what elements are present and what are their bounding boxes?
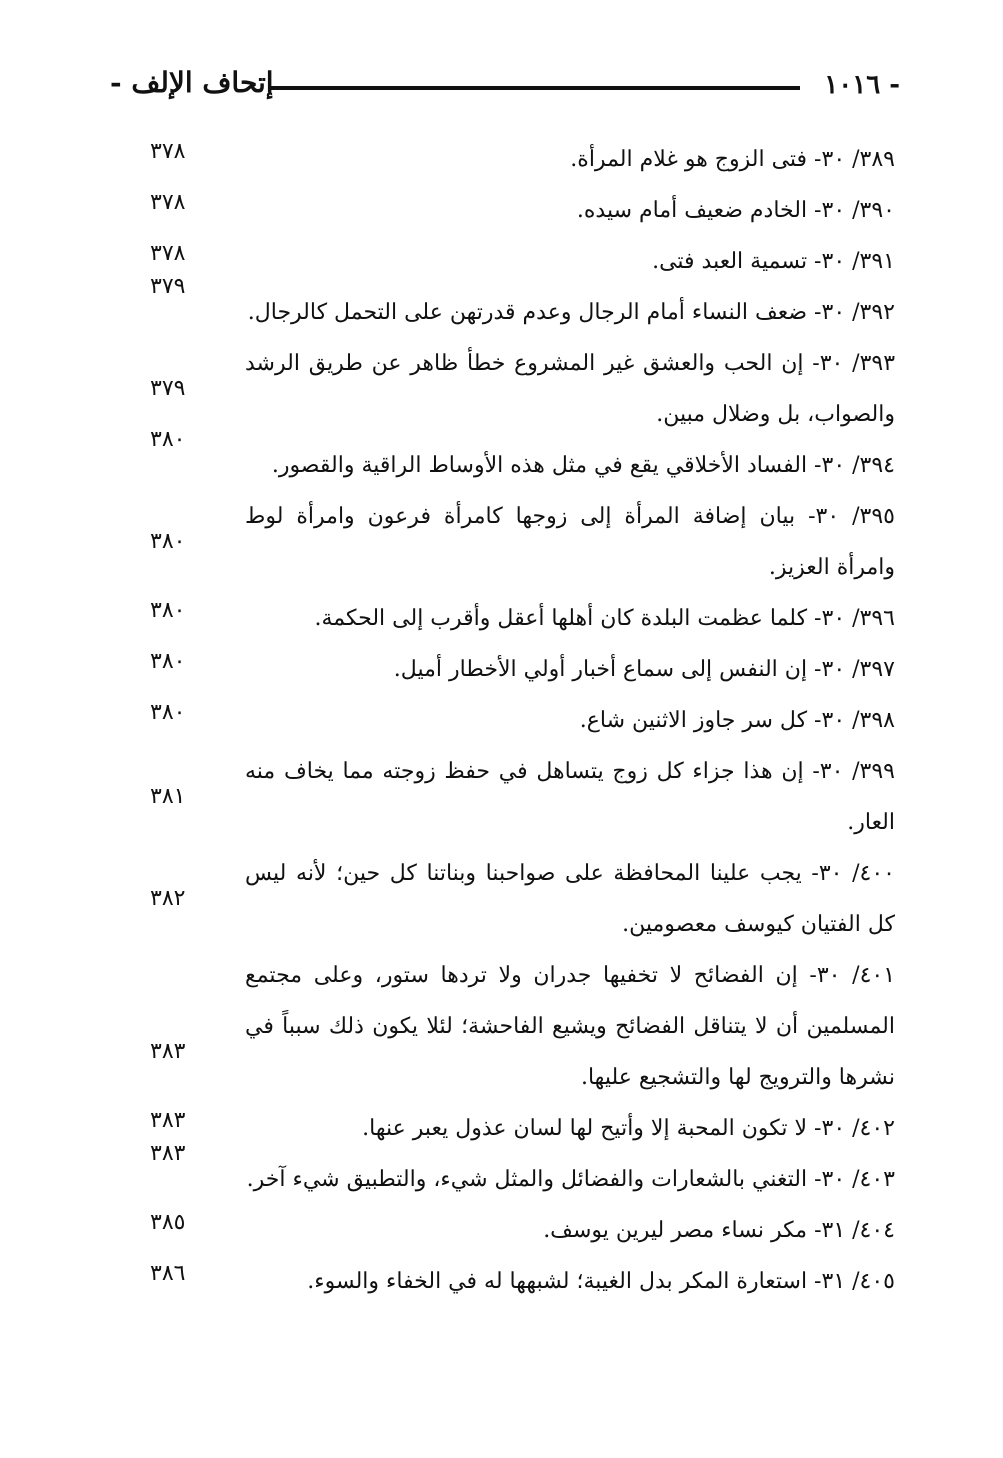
header-rule xyxy=(270,86,800,90)
entry-page-number: ٣٧٨ xyxy=(150,241,186,266)
index-entry xyxy=(150,950,895,1103)
entry-text: ٣٩٧/ ٣٠- إن النفس إلى سماع أخبار أولي الأخطار أميل. xyxy=(393,657,895,682)
entry-page-number: ٣٨٠ xyxy=(150,700,186,725)
index-entry xyxy=(150,185,895,236)
entry-page-number: ٣٨٣ xyxy=(150,1108,186,1133)
index-entry xyxy=(150,491,895,593)
page-number: - ١٠١٦ xyxy=(824,70,900,100)
entry-text: ٣٩١/ ٣٠- تسمية العبد فتى. xyxy=(652,249,895,274)
book-title: إتحاف الإلف - xyxy=(110,66,274,99)
index-entry xyxy=(150,274,895,338)
entry-page-number: ٣٧٨ xyxy=(150,139,186,164)
entry-text: ٣٩٥/ ٣٠- بيان إضافة المرأة إلى زوجها كامرأة فرعون وامرأة لوط وامرأة العزيز. xyxy=(245,504,895,580)
entry-text: ٤٠١/ ٣٠- إن الفضائح لا تخفيها جدران ولا تردها ستور، وعلى مجتمع المسلمين أن لا يتناقل الفضائح ويشيع الفاحشة؛ لئلا يكون ذلك سبباً في نشرها والترويج لها والتشجيع عليها. xyxy=(245,963,896,1090)
index-entry xyxy=(150,746,895,848)
index-entry xyxy=(150,134,895,185)
entry-page-number: ٣٨٠ xyxy=(150,649,186,674)
entry-text: ٤٠٣/ ٣٠- التغني بالشعارات والفضائل والمثل شيء، والتطبيق شيء آخر. xyxy=(246,1167,895,1192)
page-header xyxy=(110,62,900,106)
entry-text: ٣٩٢/ ٣٠- ضعف النساء أمام الرجال وعدم قدرتهن على التحمل كالرجال. xyxy=(247,300,895,325)
entry-page-number: ٣٧٨ xyxy=(150,190,186,215)
entry-page-number: ٣٨٠ xyxy=(150,427,186,452)
entry-page-number: ٣٨١ xyxy=(150,784,186,809)
entry-page-number: ٣٧٩ xyxy=(150,274,186,299)
entry-text: ٣٨٩/ ٣٠- فتى الزوج هو غلام المرأة. xyxy=(570,147,895,172)
entry-page-number: ٣٨٥ xyxy=(150,1210,186,1235)
entry-page-number: ٣٨٠ xyxy=(150,529,186,554)
index-entry xyxy=(150,848,895,950)
index-entries xyxy=(150,134,895,1307)
entry-text: ٤٠٥/ ٣١- استعارة المكر بدل الغيبة؛ لشبهها له في الخفاء والسوء. xyxy=(307,1269,895,1294)
index-entry xyxy=(150,338,895,440)
entry-page-number: ٣٨٣ xyxy=(150,1039,186,1064)
entry-page-number: ٣٧٩ xyxy=(150,376,186,401)
index-entry xyxy=(150,1205,895,1256)
entry-page-number: ٣٨٠ xyxy=(150,598,186,623)
entry-text: ٣٩٨/ ٣٠- كل سر جاوز الاثنين شاع. xyxy=(579,708,895,733)
index-entry xyxy=(150,593,895,644)
entry-text: ٤٠٤/ ٣١- مكر نساء مصر ليرين يوسف. xyxy=(543,1218,895,1243)
entry-page-number: ٣٨٣ xyxy=(150,1141,186,1166)
entry-text: ٣٩٤/ ٣٠- الفساد الأخلاقي يقع في مثل هذه الأوساط الراقية والقصور. xyxy=(271,453,895,478)
entry-text: ٤٠٢/ ٣٠- لا تكون المحبة إلا وأتيح لها لسان عذول يعبر عنها. xyxy=(362,1116,895,1141)
index-entry xyxy=(150,1103,895,1154)
entry-text: ٣٩٩/ ٣٠- إن هذا جزاء كل زوج يتساهل في حفظ زوجته مما يخاف منه العار. xyxy=(245,759,895,835)
entry-text: ٤٠٠/ ٣٠- يجب علينا المحافظة على صواحبنا وبناتنا كل حين؛ لأنه ليس كل الفتيان كيوسف معصومين. xyxy=(245,861,895,937)
index-entry xyxy=(150,644,895,695)
index-entry xyxy=(150,1141,895,1205)
index-entry xyxy=(150,1256,895,1307)
index-entry xyxy=(150,695,895,746)
entry-text: ٣٩٦/ ٣٠- كلما عظمت البلدة كان أهلها أعقل وأقرب إلى الحكمة. xyxy=(314,606,895,631)
entry-page-number: ٣٨٢ xyxy=(150,886,186,911)
index-entry xyxy=(150,427,895,491)
entry-text: ٣٩٠/ ٣٠- الخادم ضعيف أمام سيده. xyxy=(576,198,895,223)
entry-page-number: ٣٨٦ xyxy=(150,1261,186,1286)
entry-text: ٣٩٣/ ٣٠- إن الحب والعشق غير المشروع خطأ ظاهر عن طريق الرشد والصواب، بل وضلال مبين. xyxy=(245,351,896,427)
index-entry xyxy=(150,236,895,287)
